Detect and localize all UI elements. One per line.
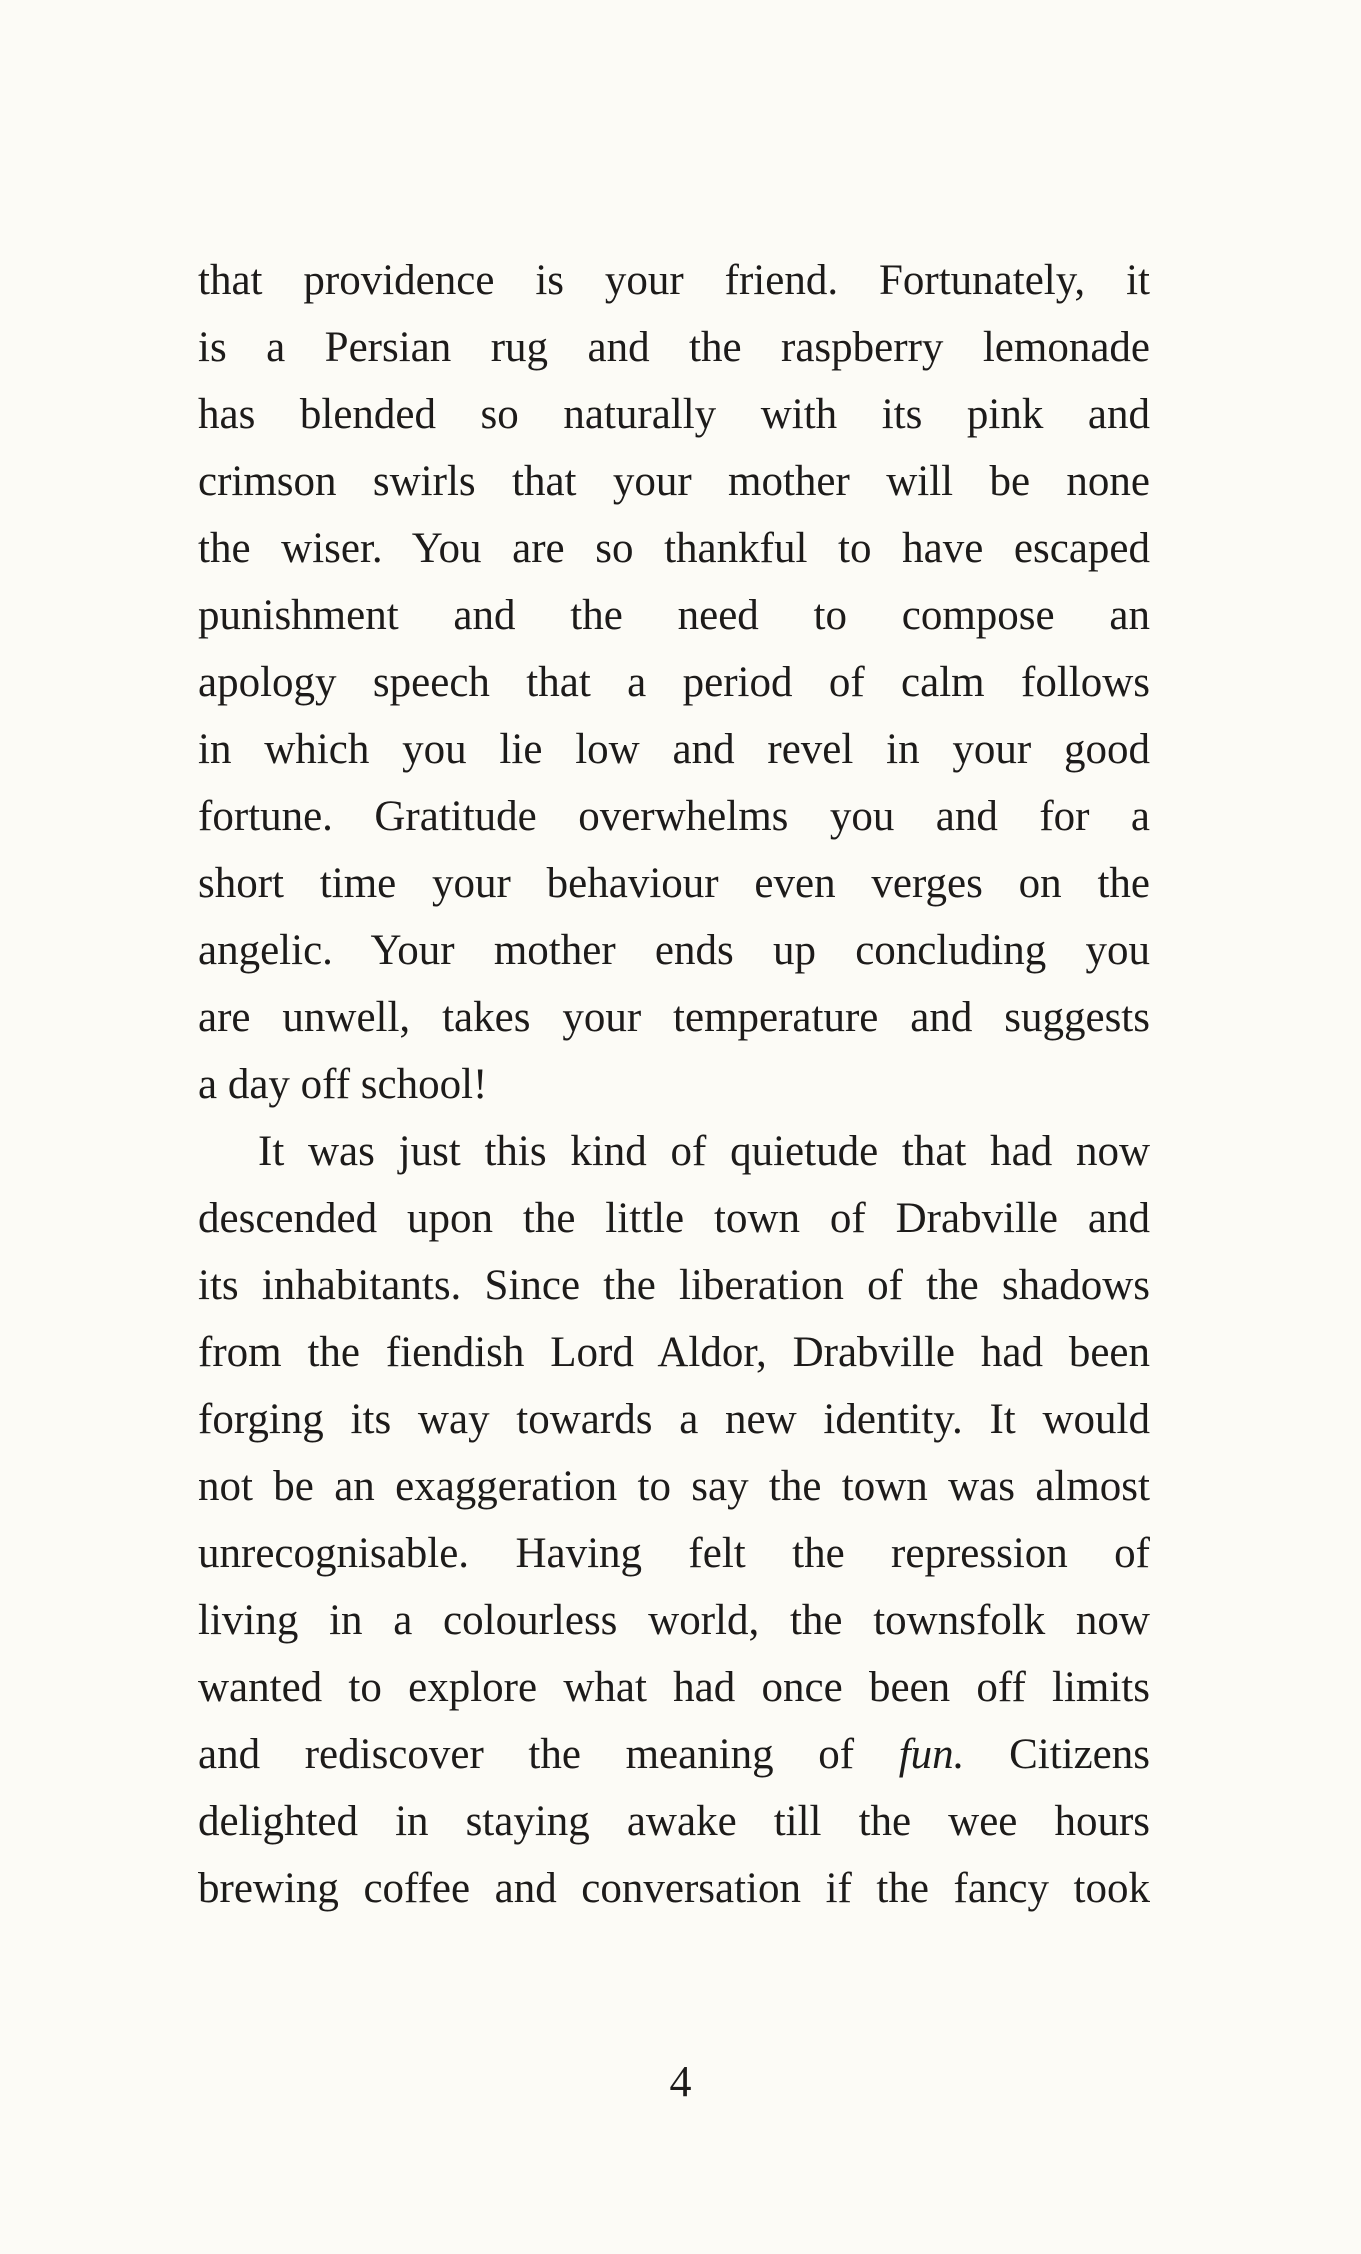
text-line: crimson swirls that your mother will be none	[198, 458, 1150, 505]
paragraph-2	[198, 1118, 1150, 1922]
text-line: the wiser. You are so thankful to have escaped	[198, 525, 1150, 572]
text-line: descended upon the little town of Drabville and	[198, 1195, 1150, 1242]
text-line: delighted in staying awake till the wee hours	[198, 1798, 1150, 1845]
text-line: living in a colourless world, the townsfolk now	[198, 1597, 1150, 1644]
page-number: 4	[669, 2057, 692, 2106]
text-line-with-emphasis	[198, 1721, 1150, 1788]
text-line: a day off school!	[198, 1061, 488, 1108]
text-line: punishment and the need to compose an	[198, 592, 1150, 639]
text-line: its inhabitants. Since the liberation of the shadows	[198, 1262, 1150, 1309]
text-line: has blended so naturally with its pink and	[198, 391, 1150, 438]
text-line: from the fiendish Lord Aldor, Drabville had been	[198, 1329, 1150, 1376]
text-line: angelic. Your mother ends up concluding you	[198, 927, 1150, 974]
text-line: fortune. Gratitude overwhelms you and for a	[198, 793, 1150, 840]
paragraph-1	[198, 247, 1150, 1118]
text-line: apology speech that a period of calm follows	[198, 659, 1150, 706]
text-line: is a Persian rug and the raspberry lemonade	[198, 324, 1150, 371]
text-line: not be an exaggeration to say the town was almost	[198, 1463, 1150, 1510]
text-line: short time your behaviour even verges on the	[198, 860, 1150, 907]
text-line: wanted to explore what had once been off limits	[198, 1664, 1150, 1711]
text-line: forging its way towards a new identity. It would	[198, 1396, 1150, 1443]
emphasis-word: fun.	[898, 1731, 965, 1778]
text-line: It was just this kind of quietude that had now	[258, 1128, 1150, 1175]
text-line: that providence is your friend. Fortunately, it	[198, 257, 1150, 304]
body-text	[198, 247, 1150, 1922]
text-line: are unwell, takes your temperature and suggests	[198, 994, 1150, 1041]
text-line: in which you lie low and revel in your good	[198, 726, 1150, 773]
text-segment: and rediscover the meaning of	[198, 1731, 899, 1778]
text-segment: Citizens	[964, 1731, 1150, 1778]
text-line: unrecognisable. Having felt the repression of	[198, 1530, 1150, 1577]
text-line: brewing coffee and conversation if the fancy took	[198, 1865, 1150, 1912]
